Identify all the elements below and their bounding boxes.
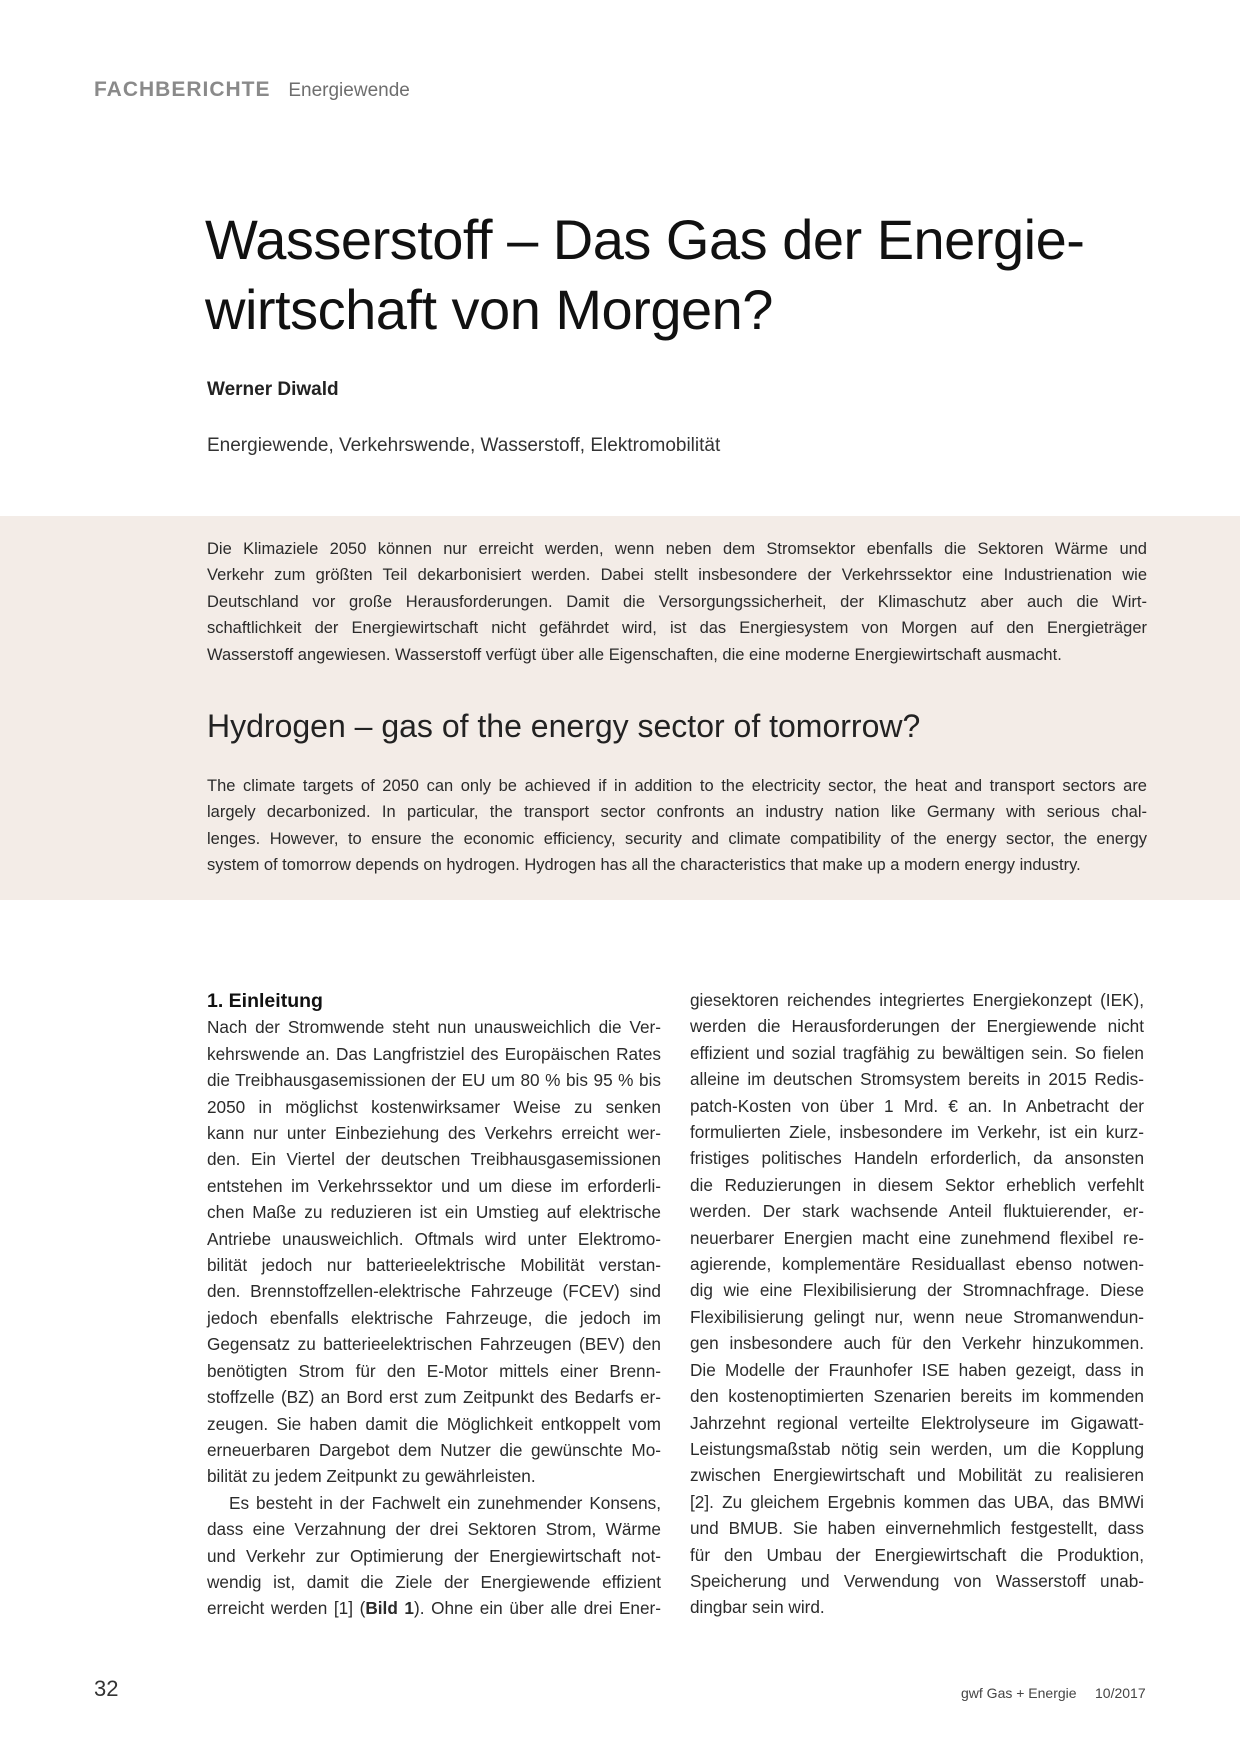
body-line: chen Maße zu reduzieren ist ein Umstieg auf elektrische — [207, 1202, 661, 1223]
article-title — [205, 205, 1165, 345]
abstract-en-line: The climate targets of 2050 can only be achieved if in addition to the electricity sector, the heat and transport sectors are — [207, 777, 1147, 795]
body-line: erneuerbaren Dargebot dem Nutzer die gewünschte Mo- — [207, 1439, 661, 1460]
abstract-en-line: largely decarbonized. In particular, the transport sector confronts an industry nation like Germany with serious chal- — [207, 803, 1147, 822]
body-line: formulierten Ziele, insbesondere im Verkehr, ist ein kurz- — [690, 1122, 1144, 1143]
body-line: effizient und sozial tragfähig zu bewältigen sein. So fielen — [690, 1042, 1144, 1063]
body-line: agierende, komplementäre Residuallast ebenso notwen- — [690, 1254, 1144, 1275]
body-line: entstehen im Verkehrssektor und um diese im erforderli- — [207, 1175, 661, 1196]
body-line: Leistungsmaßstab nötig sein werden, um die Kopplung — [690, 1438, 1144, 1459]
body-line: und Verkehr zur Optimierung der Energiewirtschaft not- — [207, 1545, 661, 1566]
body-column-right — [690, 987, 1144, 1621]
body-line: Antriebe unausweichlich. Oftmals wird unter Elektromo- — [207, 1228, 661, 1249]
abstract-de-line: Deutschland vor große Herausforderungen. Damit die Versorgungssicherheit, der Klimaschutz aber auch die Wirt- — [207, 592, 1147, 611]
english-title: Hydrogen – gas of the energy sector of tomorrow? — [207, 708, 921, 744]
body-line: die Reduzierungen in diesem Sektor erheblich verfehlt — [690, 1174, 1144, 1195]
body-line: Jahrzehnt regional verteilte Elektrolyseure im Gigawatt- — [690, 1412, 1144, 1433]
body-line: benötigten Strom für den E-Motor mittels einer Brenn- — [207, 1360, 661, 1381]
body-line: die Treibhausgasemissionen der EU um 80 % bis 95 % bis — [207, 1070, 661, 1091]
body-line: zwischen Energiewirtschaft und Mobilität zu realisieren — [690, 1465, 1144, 1486]
author-name: Werner Diwald — [207, 379, 339, 400]
body-line: Gegensatz zu batterieelektrischen Fahrzeugen (BEV) den — [207, 1334, 661, 1355]
body-line: werden. Der stark wachsende Anteil fluktuierender, er- — [690, 1201, 1144, 1222]
abstract-german — [207, 536, 1147, 668]
figure-reference: Bild 1 — [365, 1598, 414, 1619]
body-line: gen insbesondere auch für den Verkehr hinzukommen. — [690, 1333, 1144, 1354]
body-line: jedoch ebenfalls elektrische Fahrzeuge, die jedoch im — [207, 1307, 661, 1328]
body-line: zeugen. Sie haben damit die Möglichkeit entkoppelt vom — [207, 1413, 661, 1434]
body-line: Die Modelle der Fraunhofer ISE haben gezeigt, dass in — [690, 1359, 1144, 1380]
body-line: kann nur unter Einbeziehung des Verkehrs erreicht wer- — [207, 1123, 661, 1144]
body-line: den kostenoptimierten Szenarien bereits im kommenden — [690, 1386, 1144, 1407]
body-line: Speicherung und Verwendung von Wasserstoff unab- — [690, 1570, 1144, 1591]
running-header — [94, 78, 410, 102]
body-line: und BMUB. Sie haben einvernehmlich festgestellt, dass — [690, 1518, 1144, 1539]
abstract-de-line: Verkehr zum größten Teil dekarbonisiert werden. Dabei stellt insbesondere der Verkehrssektor eine Industrienation wie — [207, 566, 1147, 585]
publication-name: gwf Gas + Energie — [961, 1685, 1077, 1701]
body-line: dingbar sein wird. — [690, 1597, 825, 1618]
body-line: giesektoren reichendes integriertes Energiekonzept (IEK), — [690, 990, 1144, 1010]
abstract-en-line: system of tomorrow depends on hydrogen. Hydrogen has all the characteristics that make up a modern energy industry. — [207, 856, 1081, 875]
issue-number: 10/2017 — [1095, 1685, 1146, 1701]
topic-label: Energiewende — [288, 80, 410, 101]
body-line: werden die Herausforderungen der Energiewende nicht — [690, 1016, 1144, 1037]
abstract-de-line: Die Klimaziele 2050 können nur erreicht werden, wenn neben dem Stromsektor ebenfalls die Sektoren Wärme und — [207, 540, 1147, 558]
abstract-en-line: lenges. However, to ensure the economic efficiency, security and climate compatibility of the energy sector, the energy — [207, 829, 1147, 848]
body-line: bilität jedoch nur batterieelektrische Mobilität verstan- — [207, 1255, 661, 1276]
body-line: Nach der Stromwende steht nun unausweichlich die Ver- — [207, 1017, 661, 1038]
section-heading: 1. Einleitung — [207, 990, 323, 1012]
body-text-segment: erreicht werden [1] ( — [207, 1598, 366, 1619]
body-line: neuerbarer Energien macht eine zunehmend flexibel re- — [690, 1227, 1144, 1248]
body-text-segment: ). Ohne ein über alle drei Ener- — [414, 1598, 662, 1619]
body-line: dig wie eine Flexibilisierung der Stromnachfrage. Diese — [690, 1280, 1144, 1301]
title-line-1: Wasserstoff – Das Gas der Energie- — [205, 208, 1085, 271]
section-label: FACHBERICHTE — [94, 78, 271, 101]
body-line: bilität zu jedem Zeitpunkt zu gewährleisten. — [207, 1466, 536, 1487]
keywords: Energiewende, Verkehrswende, Wasserstoff, Elektromobilität — [207, 435, 721, 456]
body-line: alleine im deutschen Stromsystem bereits in 2015 Redis- — [690, 1069, 1144, 1090]
body-column-left — [207, 988, 661, 1622]
abstract-de-line: Wasserstoff angewiesen. Wasserstoff verfügt über alle Eigenschaften, die eine moderne Energiewirtschaft ausmacht. — [207, 645, 1062, 664]
body-line: [2]. Zu gleichem Ergebnis kommen das UBA, das BMWi — [690, 1491, 1144, 1512]
body-line: den. Brennstoffzellen-elektrische Fahrzeuge (FCEV) sind — [207, 1281, 661, 1302]
body-line: dass eine Verzahnung der drei Sektoren Strom, Wärme — [207, 1519, 661, 1540]
body-line-with-figure-ref — [207, 1595, 661, 1621]
body-line: kehrswende an. Das Langfristziel des Europäischen Rates — [207, 1043, 661, 1064]
body-line: den. Ein Viertel der deutschen Treibhausgasemissionen — [207, 1149, 661, 1170]
body-line: stoffzelle (BZ) an Bord erst zum Zeitpunkt des Bedarfs er- — [207, 1387, 661, 1408]
body-line: für den Umbau der Energiewirtschaft die Produktion, — [690, 1544, 1144, 1565]
body-line: Flexibilisierung gelingt nur, wenn neue Stromanwendun- — [690, 1306, 1144, 1327]
body-line: wendig ist, damit die Ziele der Energiewende effizient — [207, 1571, 661, 1592]
body-line: 2050 in möglichst kostenwirksamer Weise zu senken — [207, 1096, 661, 1117]
body-line: patch-Kosten von über 1 Mrd. € an. In Anbetracht der — [690, 1095, 1144, 1116]
title-line-2: wirtschaft von Morgen? — [205, 278, 773, 341]
body-line: fristiges politisches Handeln erforderlich, da ansonsten — [690, 1148, 1144, 1169]
page-number: 32 — [94, 1676, 119, 1701]
abstract-de-line: schaftlichkeit der Energiewirtschaft nicht gefährdet wird, ist das Energiesystem von Morgen auf den Energieträger — [207, 619, 1147, 638]
abstract-english — [207, 773, 1147, 879]
body-line: Es besteht in der Fachwelt ein zunehmender Konsens, — [229, 1492, 661, 1513]
